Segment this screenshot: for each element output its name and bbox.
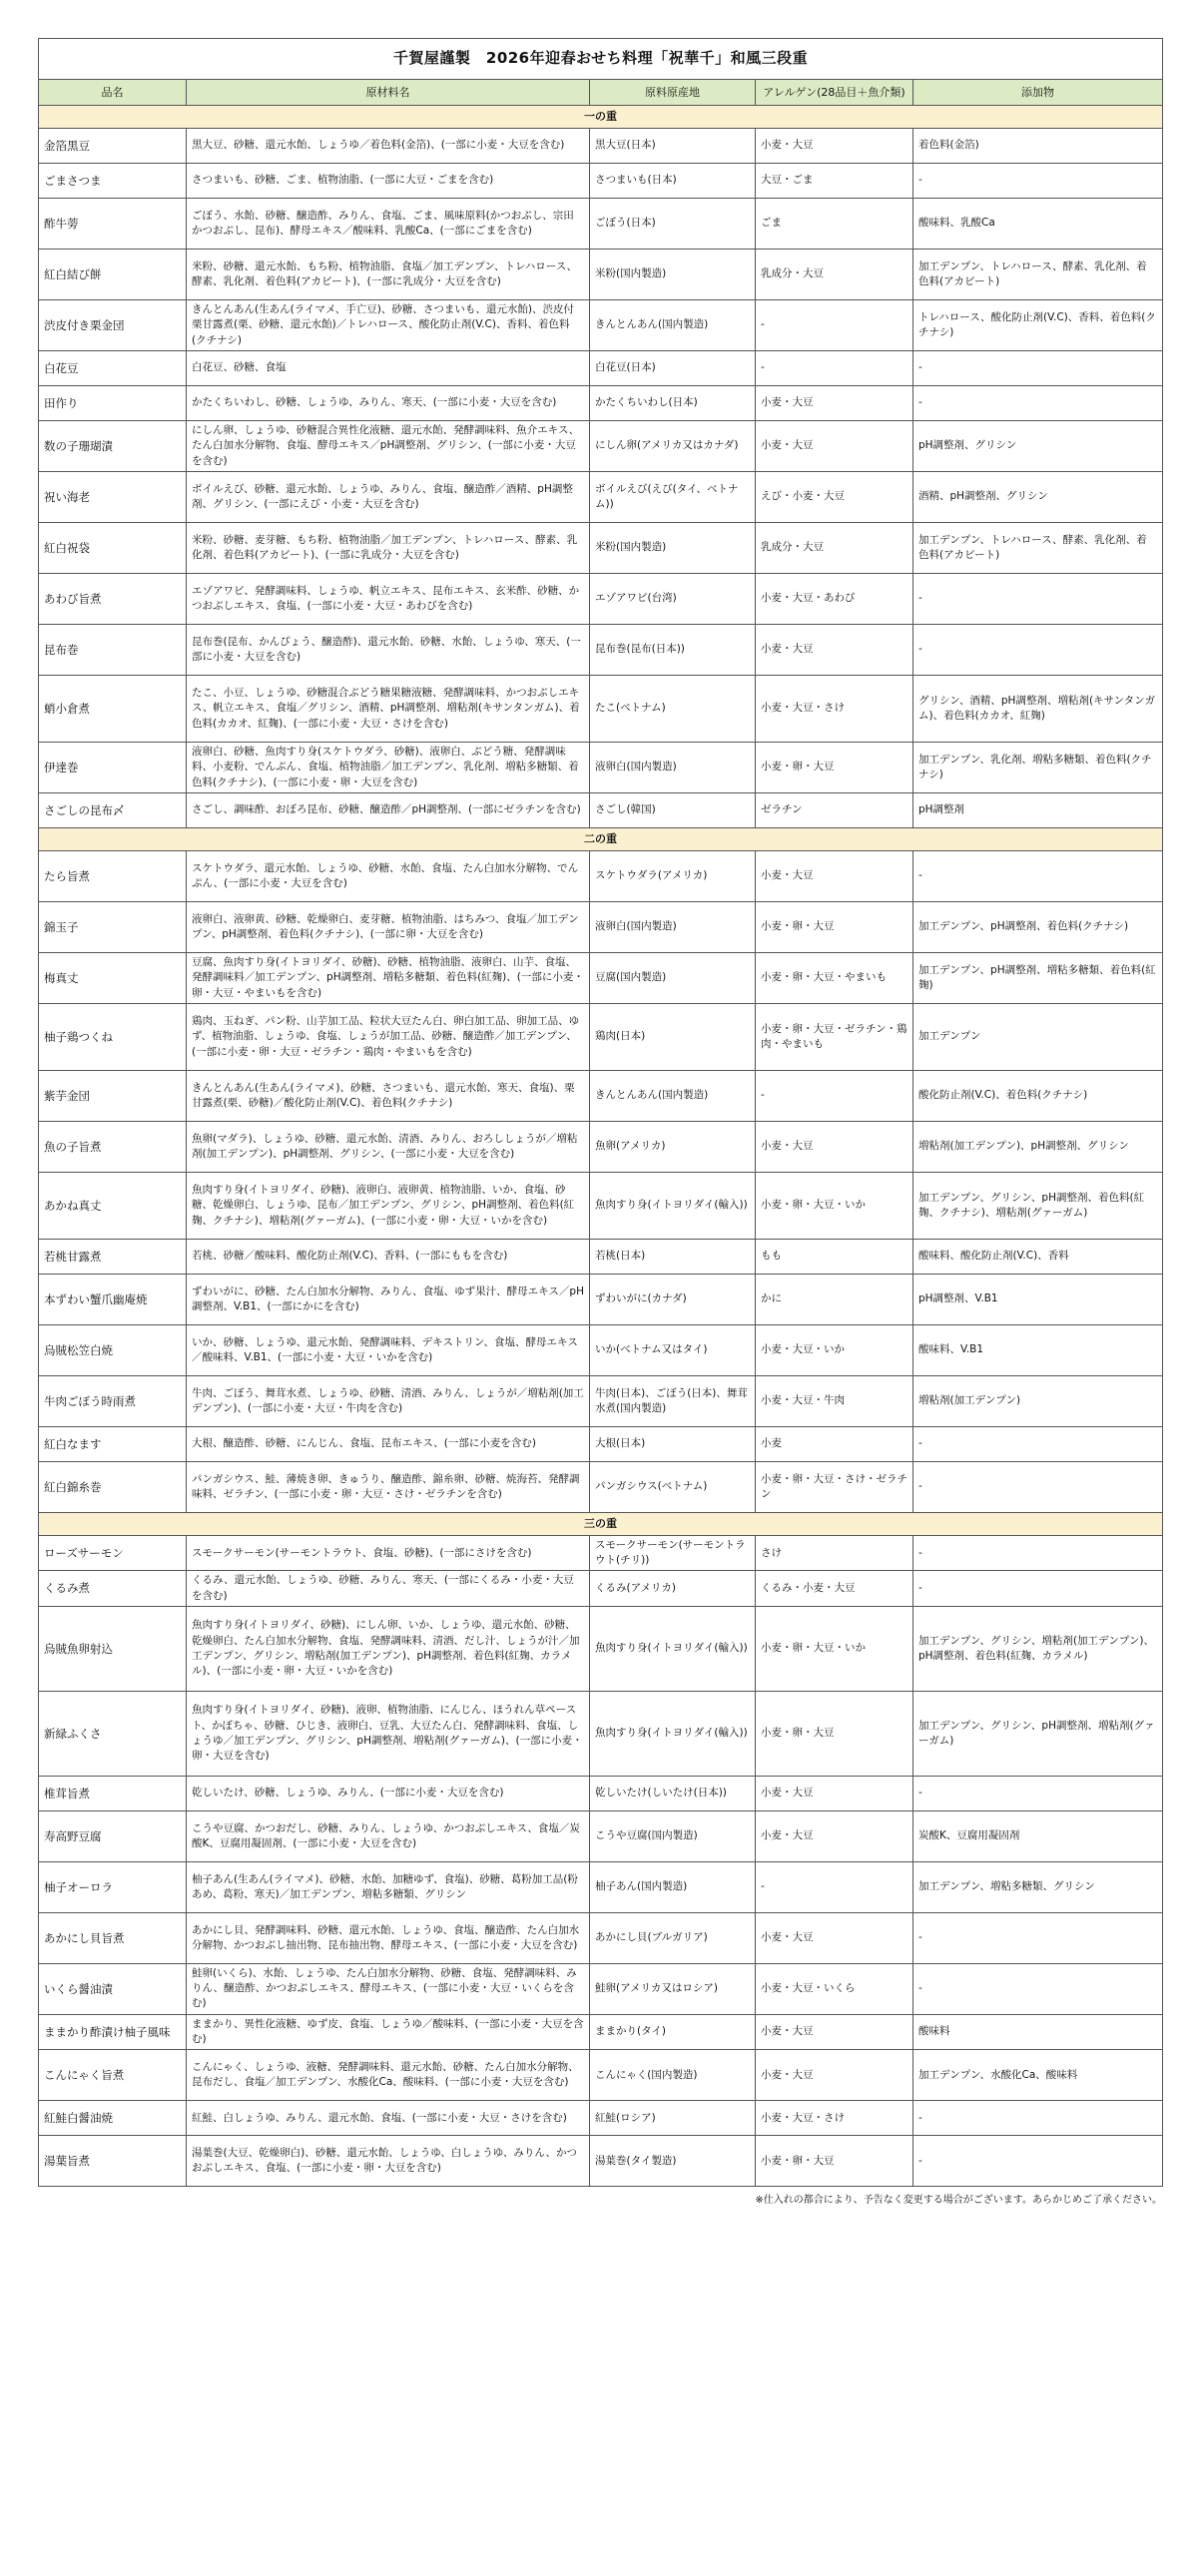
cell-origin: 柚子あん(国内製造) <box>590 1861 756 1912</box>
cell-name: 椎茸旨煮 <box>39 1776 187 1810</box>
cell-allergen: ごま <box>756 199 913 250</box>
cell-origin: きんとんあん(国内製造) <box>590 1071 756 1122</box>
cell-origin: かたくちいわし(日本) <box>590 386 756 421</box>
cell-ingredients: 柚子あん(生あん(ライマメ)、砂糖、水飴、加糖ゆず、食塩)、砂糖、葛粉加工品(粉あめ、葛粉、寒天)／加工デンプン、増粘多糖類、グリシン <box>187 1861 590 1912</box>
table-row <box>39 1071 1163 1122</box>
cell-additives: - <box>913 625 1163 676</box>
cell-name: 紅鮭白醤油焼 <box>39 2101 187 2136</box>
cell-ingredients: 白花豆、砂糖、食塩 <box>187 351 590 386</box>
cell-ingredients: こんにゃく、しょうゆ、液糖、発酵調味料、還元水飴、砂糖、たん白加水分解物、昆布だし、食塩／加工デンプン、水酸化Ca、酸味料、(一部に小麦・大豆を含む) <box>187 2050 590 2101</box>
cell-additives: - <box>913 2101 1163 2136</box>
cell-ingredients: 大根、醸造酢、砂糖、にんじん、食塩、昆布エキス、(一部に小麦を含む) <box>187 1427 590 1462</box>
cell-ingredients: くるみ、還元水飴、しょうゆ、砂糖、みりん、寒天、(一部にくるみ・小麦・大豆を含む) <box>187 1571 590 1606</box>
cell-ingredients: いか、砂糖、しょうゆ、還元水飴、発酵調味料、デキストリン、食塩、酵母エキス／酸味料、V.B1、(一部に小麦・大豆・いかを含む) <box>187 1325 590 1376</box>
cell-allergen: えび・小麦・大豆 <box>756 472 913 523</box>
cell-additives: 増粘剤(加工デンプン)、pH調整剤、グリシン <box>913 1122 1163 1173</box>
table-row <box>39 2136 1163 2187</box>
cell-additives: - <box>913 574 1163 625</box>
cell-name: くるみ煮 <box>39 1571 187 1606</box>
cell-origin: 鮭卵(アメリカ又はロシア) <box>590 1963 756 2014</box>
cell-origin: ボイルえび(えび(タイ、ベトナム)) <box>590 472 756 523</box>
section-header-row <box>39 106 1163 129</box>
ingredients-table <box>38 38 1163 2187</box>
cell-ingredients: ずわいがに、砂糖、たん白加水分解物、みりん、食塩、ゆず果汁、酵母エキス／pH調整剤、V.B1、(一部にかにを含む) <box>187 1275 590 1325</box>
cell-name: 伊達巻 <box>39 743 187 793</box>
cell-additives: 酸味料、乳酸Ca <box>913 199 1163 250</box>
table-row <box>39 1376 1163 1427</box>
cell-origin: きんとんあん(国内製造) <box>590 300 756 351</box>
cell-allergen: 小麦・大豆・いくら <box>756 1963 913 2014</box>
cell-name: 田作り <box>39 386 187 421</box>
cell-origin: にしん卵(アメリカ又はカナダ) <box>590 421 756 472</box>
table-row <box>39 1776 1163 1810</box>
section-label: 一の重 <box>39 106 1163 129</box>
cell-allergen: 大豆・ごま <box>756 164 913 199</box>
cell-ingredients: 若桃、砂糖／酸味料、酸化防止剤(V.C)、香料、(一部にももを含む) <box>187 1240 590 1275</box>
cell-additives: - <box>913 351 1163 386</box>
cell-origin: 液卵白(国内製造) <box>590 902 756 953</box>
table-row <box>39 250 1163 300</box>
cell-ingredients: あかにし貝、発酵調味料、砂糖、還元水飴、しょうゆ、食塩、醸造酢、たん白加水分解物、かつおぶし抽出物、昆布抽出物、酵母エキス、(一部に小麦・大豆を含む) <box>187 1912 590 1963</box>
cell-name: 若桃甘露煮 <box>39 1240 187 1275</box>
cell-allergen: - <box>756 1861 913 1912</box>
cell-name: 寿高野豆腐 <box>39 1810 187 1861</box>
cell-ingredients: 湯葉巻(大豆、乾燥卵白)、砂糖、還元水飴、しょうゆ、白しょうゆ、みりん、かつおぶしエキス、食塩、(一部に小麦・卵・大豆を含む) <box>187 2136 590 2187</box>
cell-ingredients: さごし、調味酢、おぼろ昆布、砂糖、醸造酢／pH調整剤、(一部にゼラチンを含む) <box>187 793 590 828</box>
cell-origin: ままかり(タイ) <box>590 2014 756 2049</box>
cell-additives: - <box>913 1963 1163 2014</box>
cell-ingredients: にしん卵、しょうゆ、砂糖混合異性化液糖、還元水飴、発酵調味料、魚介エキス、たん白加水分解物、食塩、酵母エキス／pH調整剤、グリシン、(一部に小麦・大豆を含む) <box>187 421 590 472</box>
cell-additives: - <box>913 2136 1163 2187</box>
table-row <box>39 129 1163 164</box>
cell-name: あわび旨煮 <box>39 574 187 625</box>
cell-allergen: 小麦・卵・大豆・いか <box>756 1606 913 1691</box>
cell-ingredients: 鮭卵(いくら)、水飴、しょうゆ、たん白加水分解物、砂糖、食塩、発酵調味料、みりん、醸造酢、かつおぶしエキス、酵母エキス、(一部に小麦・大豆・いくらを含む) <box>187 1963 590 2014</box>
table-row <box>39 1427 1163 1462</box>
cell-ingredients: 米粉、砂糖、還元水飴、もち粉、植物油脂、食塩／加工デンプン、トレハロース、酵素、乳化剤、着色料(アカビート)、(一部に乳成分・大豆を含む) <box>187 250 590 300</box>
cell-additives: pH調整剤、グリシン <box>913 421 1163 472</box>
table-row <box>39 472 1163 523</box>
cell-allergen: さけ <box>756 1536 913 1571</box>
cell-ingredients: 魚肉すり身(イトヨリダイ、砂糖)、液卵、植物油脂、にんじん、ほうれん草ペースト、かぼちゃ、砂糖、ひじき、液卵白、豆乳、大豆たん白、発酵調味料、食塩、しょうゆ／加工デンプン、グリシン、pH調整剤、増粘剤(グァーガム)、(一部に小麦・卵・大豆を含む) <box>187 1691 590 1776</box>
cell-allergen: 小麦・大豆 <box>756 1912 913 1963</box>
cell-ingredients: きんとんあん(生あん(ライマメ、手亡豆)、砂糖、さつまいも、還元水飴)、渋皮付栗甘露煮(栗、砂糖、還元水飴)／トレハロース、酸化防止剤(V.C)、香料、着色料(クチナシ) <box>187 300 590 351</box>
cell-allergen: 小麦・大豆 <box>756 1810 913 1861</box>
cell-origin: 魚肉すり身(イトヨリダイ(輸入)) <box>590 1691 756 1776</box>
cell-allergen: 小麦・卵・大豆 <box>756 902 913 953</box>
table-row <box>39 199 1163 250</box>
cell-origin: ごぼう(日本) <box>590 199 756 250</box>
cell-origin: 紅鮭(ロシア) <box>590 2101 756 2136</box>
cell-name: ローズサーモン <box>39 1536 187 1571</box>
cell-ingredients: エゾアワビ、発酵調味料、しょうゆ、帆立エキス、昆布エキス、玄米酢、砂糖、かつおぶしエキス、食塩、(一部に小麦・大豆・あわびを含む) <box>187 574 590 625</box>
cell-origin: スケトウダラ(アメリカ) <box>590 851 756 902</box>
cell-name: 祝い海老 <box>39 472 187 523</box>
header-additives: 添加物 <box>913 80 1163 106</box>
cell-ingredients: ごぼう、水飴、砂糖、醸造酢、みりん、食塩、ごま、風味原料(かつおぶし、宗田かつおぶし、昆布)、酵母エキス／酸味料、乳酸Ca、(一部にごまを含む) <box>187 199 590 250</box>
cell-origin: 米粉(国内製造) <box>590 250 756 300</box>
table-row <box>39 1122 1163 1173</box>
cell-origin: こんにゃく(国内製造) <box>590 2050 756 2101</box>
cell-name: 紅白なます <box>39 1427 187 1462</box>
cell-additives: 酸化防止剤(V.C)、着色料(クチナシ) <box>913 1071 1163 1122</box>
cell-additives: - <box>913 1427 1163 1462</box>
cell-ingredients: 豆腐、魚肉すり身(イトヨリダイ、砂糖)、砂糖、植物油脂、液卵白、山芋、食塩、発酵調味料／加工デンプン、pH調整剤、増粘多糖類、着色料(紅麹)、(一部に小麦・卵・大豆・やまいもを含む) <box>187 953 590 1004</box>
table-row <box>39 676 1163 743</box>
cell-name: あかにし貝旨煮 <box>39 1912 187 1963</box>
cell-name: こんにゃく旨煮 <box>39 2050 187 2101</box>
cell-allergen: 小麦・卵・大豆・ゼラチン・鶏肉・やまいも <box>756 1004 913 1071</box>
table-row <box>39 2101 1163 2136</box>
cell-additives: - <box>913 386 1163 421</box>
cell-name: たら旨煮 <box>39 851 187 902</box>
cell-origin: さつまいも(日本) <box>590 164 756 199</box>
cell-allergen: - <box>756 1071 913 1122</box>
cell-additives: 加工デンプン、トレハロース、酵素、乳化剤、着色料(アカビート) <box>913 250 1163 300</box>
table-row <box>39 421 1163 472</box>
cell-additives: - <box>913 164 1163 199</box>
cell-additives: 酒精、pH調整剤、グリシン <box>913 472 1163 523</box>
section-label: 三の重 <box>39 1513 1163 1536</box>
cell-allergen: 小麦・大豆 <box>756 851 913 902</box>
cell-origin: 大根(日本) <box>590 1427 756 1462</box>
cell-additives: 加工デンプン、グリシン、pH調整剤、増粘剤(グァーガム) <box>913 1691 1163 1776</box>
table-row <box>39 1462 1163 1513</box>
cell-origin: 昆布巻(昆布(日本)) <box>590 625 756 676</box>
section-label: 二の重 <box>39 828 1163 851</box>
cell-origin: 液卵白(国内製造) <box>590 743 756 793</box>
header-name: 品名 <box>39 80 187 106</box>
cell-allergen: 小麦・大豆・いか <box>756 1325 913 1376</box>
cell-ingredients: ボイルえび、砂糖、還元水飴、しょうゆ、みりん、食塩、醸造酢／酒精、pH調整剤、グリシン、(一部にえび・小麦・大豆を含む) <box>187 472 590 523</box>
cell-allergen: 小麦・大豆 <box>756 129 913 164</box>
table-row <box>39 300 1163 351</box>
table-row <box>39 743 1163 793</box>
cell-name: 梅真丈 <box>39 953 187 1004</box>
cell-ingredients: きんとんあん(生あん(ライマメ)、砂糖、さつまいも、還元水飴、寒天、食塩)、栗甘露煮(栗、砂糖)／酸化防止剤(V.C)、着色料(クチナシ) <box>187 1071 590 1122</box>
cell-name: 白花豆 <box>39 351 187 386</box>
table-row <box>39 1240 1163 1275</box>
cell-additives: - <box>913 1776 1163 1810</box>
cell-name: ままかり酢漬け柚子風味 <box>39 2014 187 2049</box>
table-row <box>39 164 1163 199</box>
cell-additives: トレハロース、酸化防止剤(V.C)、香料、着色料(クチナシ) <box>913 300 1163 351</box>
cell-additives: - <box>913 851 1163 902</box>
table-row <box>39 386 1163 421</box>
cell-additives: 加工デンプン、乳化剤、増粘多糖類、着色料(クチナシ) <box>913 743 1163 793</box>
cell-origin: 魚卵(アメリカ) <box>590 1122 756 1173</box>
cell-ingredients: 液卵白、液卵黄、砂糖、乾燥卵白、麦芽糖、植物油脂、はちみつ、食塩／加工デンプン、pH調整剤、着色料(クチナシ)、(一部に卵・大豆を含む) <box>187 902 590 953</box>
cell-allergen: 小麦・卵・大豆 <box>756 1691 913 1776</box>
cell-additives: 酸味料、酸化防止剤(V.C)、香料 <box>913 1240 1163 1275</box>
cell-ingredients: 昆布巻(昆布、かんぴょう、醸造酢)、還元水飴、砂糖、水飴、しょうゆ、寒天、(一部に小麦・大豆を含む) <box>187 625 590 676</box>
cell-origin: 豆腐(国内製造) <box>590 953 756 1004</box>
cell-name: 牛肉ごぼう時雨煮 <box>39 1376 187 1427</box>
cell-allergen: 乳成分・大豆 <box>756 523 913 574</box>
cell-ingredients: 液卵白、砂糖、魚肉すり身(スケトウダラ、砂糖)、液卵白、ぶどう糖、発酵調味料、小麦粉、でんぷん、食塩、植物油脂／加工デンプン、乳化剤、増粘多糖類、着色料(クチナシ)、(一部に小麦・卵・大豆を含む) <box>187 743 590 793</box>
cell-name: ごまさつま <box>39 164 187 199</box>
cell-name: 柚子鶏つくね <box>39 1004 187 1071</box>
table-row <box>39 2014 1163 2049</box>
cell-additives: 加工デンプン、グリシン、増粘剤(加工デンプン)、pH調整剤、着色料(紅麹、カラメル) <box>913 1606 1163 1691</box>
cell-additives: pH調整剤、V.B1 <box>913 1275 1163 1325</box>
header-row <box>39 80 1163 106</box>
cell-additives: 酸味料 <box>913 2014 1163 2049</box>
cell-allergen: 小麦・大豆 <box>756 1776 913 1810</box>
cell-ingredients: 魚肉すり身(イトヨリダイ、砂糖)、液卵白、液卵黄、植物油脂、いか、食塩、砂糖、乾燥卵白、しょうゆ、昆布／加工デンプン、グリシン、pH調整剤、着色料(紅麹、クチナシ)、増粘剤(グァーガム)、(一部に小麦・卵・大豆・いかを含む) <box>187 1173 590 1240</box>
cell-origin: 牛肉(日本)、ごぼう(日本)、舞茸水煮(国内製造) <box>590 1376 756 1427</box>
cell-name: 新緑ふくさ <box>39 1691 187 1776</box>
table-row <box>39 574 1163 625</box>
cell-ingredients: 黒大豆、砂糖、還元水飴、しょうゆ／着色料(金箔)、(一部に小麦・大豆を含む) <box>187 129 590 164</box>
cell-allergen: 小麦・大豆・さけ <box>756 2101 913 2136</box>
cell-origin: こうや豆腐(国内製造) <box>590 1810 756 1861</box>
cell-ingredients: 鶏肉、玉ねぎ、パン粉、山芋加工品、粒状大豆たん白、卵白加工品、卵加工品、ゆず、植物油脂、しょうゆ、食塩、しょうが加工品、砂糖、醸造酢／加工デンプン、(一部に小麦・卵・大豆・ゼラチン・鶏肉・やまいもを含む) <box>187 1004 590 1071</box>
table-row <box>39 2050 1163 2101</box>
cell-allergen: 小麦・大豆・牛肉 <box>756 1376 913 1427</box>
table-row <box>39 793 1163 828</box>
cell-additives: 増粘剤(加工デンプン) <box>913 1376 1163 1427</box>
table-row <box>39 1963 1163 2014</box>
cell-allergen: 小麦・卵・大豆 <box>756 2136 913 2187</box>
cell-name: さごしの昆布〆 <box>39 793 187 828</box>
cell-ingredients: 魚卵(マダラ)、しょうゆ、砂糖、還元水飴、清酒、みりん、おろししょうが／増粘剤(加工デンプン)、pH調整剤、グリシン、(一部に小麦・大豆を含む) <box>187 1122 590 1173</box>
cell-origin: 白花豆(日本) <box>590 351 756 386</box>
section-header-row <box>39 1513 1163 1536</box>
cell-origin: 湯葉巻(タイ製造) <box>590 2136 756 2187</box>
table-row <box>39 523 1163 574</box>
cell-origin: 米粉(国内製造) <box>590 523 756 574</box>
table-row <box>39 1325 1163 1376</box>
cell-name: 紅白祝袋 <box>39 523 187 574</box>
cell-name: 錦玉子 <box>39 902 187 953</box>
cell-additives: 着色料(金箔) <box>913 129 1163 164</box>
cell-additives: 加工デンプン、増粘多糖類、グリシン <box>913 1861 1163 1912</box>
cell-name: 渋皮付き栗金団 <box>39 300 187 351</box>
cell-ingredients: パンガシウス、鮭、薄焼き卵、きゅうり、醸造酢、錦糸卵、砂糖、焼海苔、発酵調味料、ゼラチン、(一部に小麦・卵・大豆・さけ・ゼラチンを含む) <box>187 1462 590 1513</box>
cell-name: 酢牛蒡 <box>39 199 187 250</box>
cell-origin: さごし(韓国) <box>590 793 756 828</box>
cell-allergen: 小麦・卵・大豆・さけ・ゼラチン <box>756 1462 913 1513</box>
table-body <box>39 106 1163 2187</box>
cell-origin: エゾアワビ(台湾) <box>590 574 756 625</box>
cell-name: 烏賊松笠白焼 <box>39 1325 187 1376</box>
cell-name: 湯葉旨煮 <box>39 2136 187 2187</box>
cell-name: 昆布巻 <box>39 625 187 676</box>
table-row <box>39 902 1163 953</box>
cell-additives: 加工デンプン、pH調整剤、増粘多糖類、着色料(紅麹) <box>913 953 1163 1004</box>
cell-allergen: - <box>756 300 913 351</box>
cell-origin: 鶏肉(日本) <box>590 1004 756 1071</box>
cell-allergen: 小麦・卵・大豆・いか <box>756 1173 913 1240</box>
cell-origin: ずわいがに(カナダ) <box>590 1275 756 1325</box>
cell-allergen: 小麦 <box>756 1427 913 1462</box>
cell-name: 紅白結び餅 <box>39 250 187 300</box>
table-row <box>39 1173 1163 1240</box>
header-ingredients: 原材料名 <box>187 80 590 106</box>
table-row <box>39 851 1163 902</box>
cell-ingredients: 米粉、砂糖、麦芽糖、もち粉、植物油脂／加工デンプン、トレハロース、酵素、乳化剤、着色料(アカビート)、(一部に乳成分・大豆を含む) <box>187 523 590 574</box>
cell-ingredients: さつまいも、砂糖、ごま、植物油脂、(一部に大豆・ごまを含む) <box>187 164 590 199</box>
table-row <box>39 1004 1163 1071</box>
table-row <box>39 1861 1163 1912</box>
table-row <box>39 1536 1163 1571</box>
cell-additives: 炭酸K、豆腐用凝固剤 <box>913 1810 1163 1861</box>
table-row <box>39 1571 1163 1606</box>
cell-name: 魚の子旨煮 <box>39 1122 187 1173</box>
cell-allergen: もも <box>756 1240 913 1275</box>
cell-origin: あかにし貝(ブルガリア) <box>590 1912 756 1963</box>
document-page <box>38 38 1162 2206</box>
cell-origin: 乾しいたけ(しいたけ(日本)) <box>590 1776 756 1810</box>
cell-allergen: 乳成分・大豆 <box>756 250 913 300</box>
table-row <box>39 1691 1163 1776</box>
cell-ingredients: 牛肉、ごぼう、舞茸水煮、しょうゆ、砂糖、清酒、みりん、しょうが／増粘剤(加工デンプン)、(一部に小麦・大豆・牛肉を含む) <box>187 1376 590 1427</box>
cell-allergen: ゼラチン <box>756 793 913 828</box>
header-origin: 原料原産地 <box>590 80 756 106</box>
cell-name: いくら醤油漬 <box>39 1963 187 2014</box>
cell-origin: くるみ(アメリカ) <box>590 1571 756 1606</box>
cell-origin: パンガシウス(ベトナム) <box>590 1462 756 1513</box>
cell-origin: 若桃(日本) <box>590 1240 756 1275</box>
cell-additives: グリシン、酒精、pH調整剤、増粘剤(キサンタンガム)、着色料(カカオ、紅麹) <box>913 676 1163 743</box>
table-row <box>39 1810 1163 1861</box>
cell-additives: - <box>913 1462 1163 1513</box>
cell-additives: 加工デンプン、pH調整剤、着色料(クチナシ) <box>913 902 1163 953</box>
cell-name: 紅白錦糸巻 <box>39 1462 187 1513</box>
cell-additives: 加工デンプン、グリシン、pH調整剤、着色料(紅麹、クチナシ)、増粘剤(グァーガム) <box>913 1173 1163 1240</box>
cell-name: 数の子珊瑚漬 <box>39 421 187 472</box>
footnote: ※仕入れの都合により、予告なく変更する場合がございます。あらかじめご了承ください。 <box>755 2195 1162 2207</box>
cell-name: 烏賊魚卵射込 <box>39 1606 187 1691</box>
cell-allergen: 小麦・大豆 <box>756 386 913 421</box>
cell-additives: - <box>913 1912 1163 1963</box>
cell-name: 紫芋金団 <box>39 1071 187 1122</box>
cell-additives: pH調整剤 <box>913 793 1163 828</box>
cell-additives: - <box>913 1536 1163 1571</box>
cell-ingredients: こうや豆腐、かつおだし、砂糖、みりん、しょうゆ、かつおぶしエキス、食塩／炭酸K、豆腐用凝固剤、(一部に小麦・大豆を含む) <box>187 1810 590 1861</box>
table-row <box>39 953 1163 1004</box>
cell-allergen: 小麦・卵・大豆 <box>756 743 913 793</box>
cell-allergen: 小麦・卵・大豆・やまいも <box>756 953 913 1004</box>
cell-name: あかね真丈 <box>39 1173 187 1240</box>
cell-name: 蛸小倉煮 <box>39 676 187 743</box>
header-allergen: アレルゲン(28品目＋魚介類) <box>756 80 913 106</box>
cell-allergen: 小麦・大豆 <box>756 2014 913 2049</box>
section-header-row <box>39 828 1163 851</box>
cell-origin: 魚肉すり身(イトヨリダイ(輸入)) <box>590 1606 756 1691</box>
table-row <box>39 351 1163 386</box>
cell-allergen: 小麦・大豆 <box>756 1122 913 1173</box>
cell-ingredients: たこ、小豆、しょうゆ、砂糖混合ぶどう糖果糖液糖、発酵調味料、かつおぶしエキス、帆立エキス、食塩／グリシン、酒精、pH調整剤、増粘剤(キサンタンガム)、着色料(カカオ、紅麹)、(一部に小麦・大豆・さけを含む) <box>187 676 590 743</box>
cell-allergen: 小麦・大豆・さけ <box>756 676 913 743</box>
cell-name: 本ずわい蟹爪幽庵焼 <box>39 1275 187 1325</box>
cell-additives: 加工デンプン <box>913 1004 1163 1071</box>
cell-allergen: かに <box>756 1275 913 1325</box>
cell-origin: スモークサーモン(サーモントラウト(チリ)) <box>590 1536 756 1571</box>
cell-origin: たこ(ベトナム) <box>590 676 756 743</box>
cell-additives: 加工デンプン、水酸化Ca、酸味料 <box>913 2050 1163 2101</box>
document-title: 千賀屋謹製 2026年迎春おせち料理「祝華千」和風三段重 <box>39 39 1163 80</box>
table-row <box>39 625 1163 676</box>
cell-name: 金箔黒豆 <box>39 129 187 164</box>
cell-ingredients: 魚肉すり身(イトヨリダイ、砂糖)、にしん卵、いか、しょうゆ、還元水飴、砂糖、乾燥卵白、たん白加水分解物、食塩、発酵調味料、清酒、だし汁、しょうが汁／加工デンプン、グリシン、増粘剤(加工デンプン)、pH調整剤、着色料(紅麹、カラメル)、(一部に小麦・卵・大豆・いかを含む) <box>187 1606 590 1691</box>
cell-allergen: 小麦・大豆・あわび <box>756 574 913 625</box>
table-row <box>39 1606 1163 1691</box>
cell-allergen: - <box>756 351 913 386</box>
cell-ingredients: 紅鮭、白しょうゆ、みりん、還元水飴、食塩、(一部に小麦・大豆・さけを含む) <box>187 2101 590 2136</box>
cell-allergen: くるみ・小麦・大豆 <box>756 1571 913 1606</box>
cell-ingredients: スケトウダラ、還元水飴、しょうゆ、砂糖、水飴、食塩、たん白加水分解物、でんぷん、(一部に小麦・大豆を含む) <box>187 851 590 902</box>
cell-origin: 魚肉すり身(イトヨリダイ(輸入)) <box>590 1173 756 1240</box>
cell-additives: 酸味料、V.B1 <box>913 1325 1163 1376</box>
cell-origin: 黒大豆(日本) <box>590 129 756 164</box>
cell-ingredients: かたくちいわし、砂糖、しょうゆ、みりん、寒天、(一部に小麦・大豆を含む) <box>187 386 590 421</box>
cell-allergen: 小麦・大豆 <box>756 2050 913 2101</box>
cell-additives: 加工デンプン、トレハロース、酵素、乳化剤、着色料(アカビート) <box>913 523 1163 574</box>
table-row <box>39 1275 1163 1325</box>
cell-origin: いか(ベトナム又はタイ) <box>590 1325 756 1376</box>
cell-allergen: 小麦・大豆 <box>756 421 913 472</box>
cell-allergen: 小麦・大豆 <box>756 625 913 676</box>
cell-additives: - <box>913 1571 1163 1606</box>
cell-ingredients: スモークサーモン(サーモントラウト、食塩、砂糖)、(一部にさけを含む) <box>187 1536 590 1571</box>
cell-name: 柚子オーロラ <box>39 1861 187 1912</box>
table-row <box>39 1912 1163 1963</box>
cell-ingredients: ままかり、異性化液糖、ゆず皮、食塩、しょうゆ／酸味料、(一部に小麦・大豆を含む) <box>187 2014 590 2049</box>
cell-ingredients: 乾しいたけ、砂糖、しょうゆ、みりん、(一部に小麦・大豆を含む) <box>187 1776 590 1810</box>
